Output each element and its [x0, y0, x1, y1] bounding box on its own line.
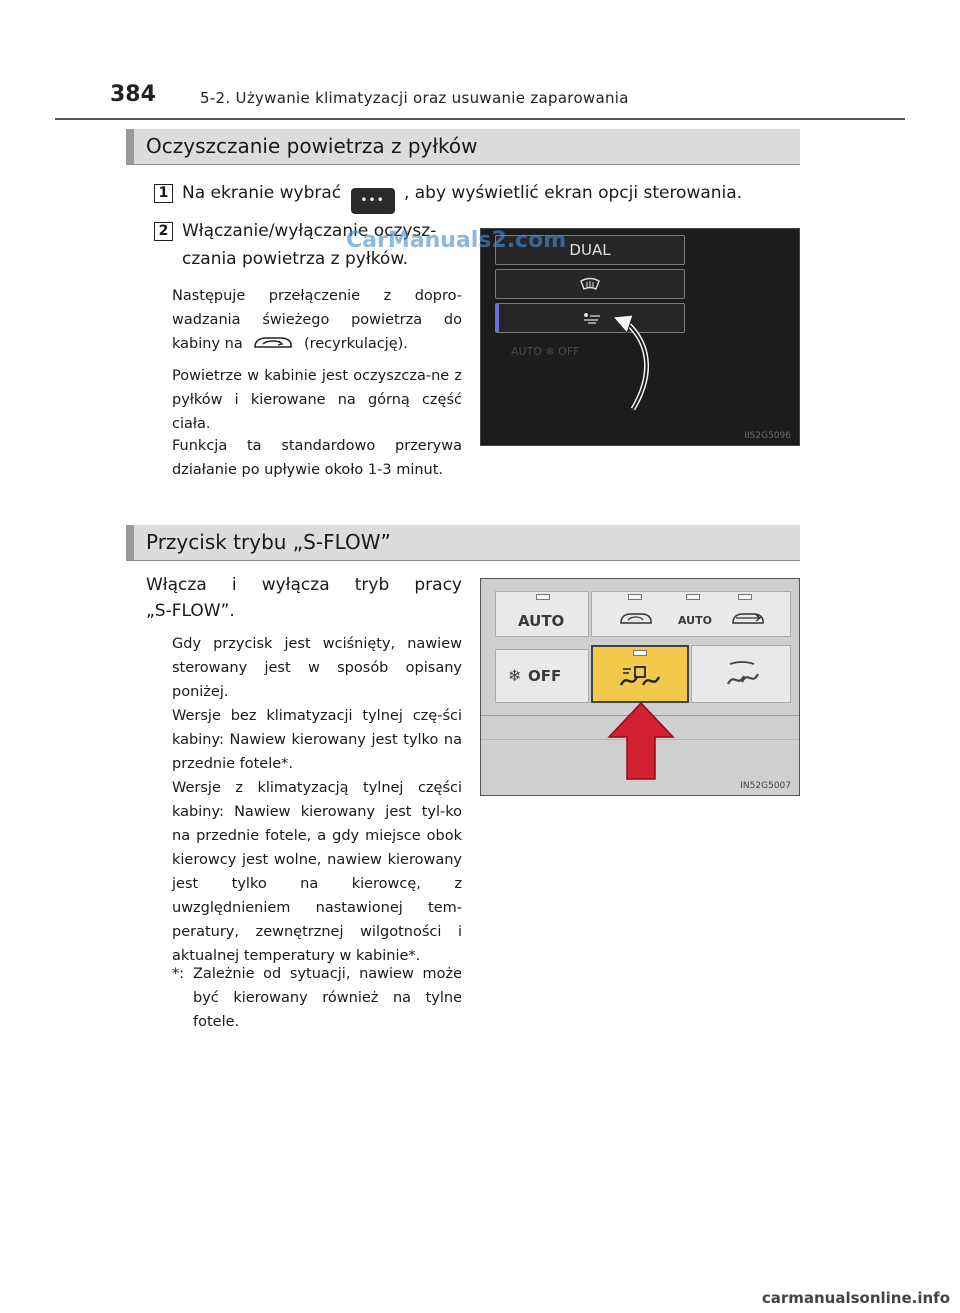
section-rule [126, 164, 800, 165]
watermark-logo: CarManuals2.com [346, 228, 567, 253]
off-label: OFF [528, 667, 562, 685]
step-number-2: 2 [154, 222, 173, 241]
screen-bottom-row: AUTO ❄ OFF [511, 345, 580, 358]
paragraph-recirculation [172, 284, 462, 356]
paragraph-duration: Funkcja ta standardowo przerywa działanie po upływie około 1-3 minut. [172, 438, 462, 478]
step-1-text-after: , aby wyświetlić ekran opcji sterowania. [403, 183, 743, 203]
step-2-line-2: czania powietrza z pyłków. [182, 249, 409, 269]
step-number-1: 1 [154, 184, 173, 203]
header-rule [55, 118, 905, 120]
step-1-text-before: Na ekranie wybrać [182, 183, 342, 203]
step-1-text [182, 180, 822, 214]
section-title: Przycisk trybu „S-FLOW” [146, 530, 391, 554]
recirculation-text-before: Następuje przełączenie z dopro-wadzania świeżego powietrza do kabiny na [172, 288, 462, 352]
sflow-intro-line-1: Włącza i wyłącza tryb pracy [146, 575, 462, 595]
callout-arrow-icon [481, 229, 800, 446]
chapter-title: 5-2. Używanie klimatyzacji oraz usuwanie zaparowania [200, 89, 629, 107]
sflow-intro-line-2: „S-FLOW”. [146, 601, 235, 621]
section-heading-sflow [126, 525, 800, 561]
auto-label: AUTO [518, 612, 565, 630]
figure-code: IIS2G5096 [744, 431, 791, 441]
paragraph-without-rear-ac: Wersje bez klimatyzacji tylnej czę-ści kabiny: Nawiew kierowany jest tylko na przednie fotele*. [172, 708, 462, 772]
figure-touchscreen [480, 228, 800, 446]
auto-small-label: AUTO [678, 614, 712, 627]
paragraph-with-rear-ac: Wersje z klimatyzacją tylnej części kabiny: Nawiew kierowany jest tyl-ko na przednie fotele, a gdy miejsce obok kierowcy jest wolne, nawiew kierowany jest tylko na kierowcę, z uwzględnieniem nastawionej tem-peratury, zewnętrznej wilgotności i aktualnej temperatury w kabinie*. [172, 780, 462, 964]
footer-logo: carmanualsonline.info [761, 1289, 950, 1307]
figure-code: IN52G5007 [740, 781, 791, 791]
section-heading-pollen [126, 129, 800, 165]
red-arrow-icon [481, 579, 800, 796]
figure-control-panel [480, 578, 800, 796]
page-header [110, 82, 870, 114]
page-number: 384 [110, 82, 156, 107]
fan-icon: ❄ [508, 666, 522, 685]
paragraph-purification: Powietrze w kabinie jest oczyszcza-ne z pyłków i kierowane na górną część ciała. [172, 368, 462, 432]
recirculation-icon [251, 334, 295, 352]
dual-button: DUAL [495, 235, 685, 265]
recirculation-text-after: (recyrkulację). [303, 336, 408, 352]
more-options-icon: ••• [351, 188, 395, 214]
footnote-mark: *: [172, 966, 185, 982]
section-rule [126, 560, 800, 561]
section-title: Oczyszczanie powietrza z pyłków [146, 134, 478, 158]
footnote-text: Zależnie od sytuacji, nawiew może być kierowany również na tylne fotele. [193, 966, 462, 1030]
step-2-line-1: Włączanie/wyłączanie oczysz- [182, 221, 437, 241]
paragraph-sflow-behaviour: Gdy przycisk jest wciśnięty, nawiew sterowany jest w sposób opisany poniżej. [172, 636, 462, 700]
